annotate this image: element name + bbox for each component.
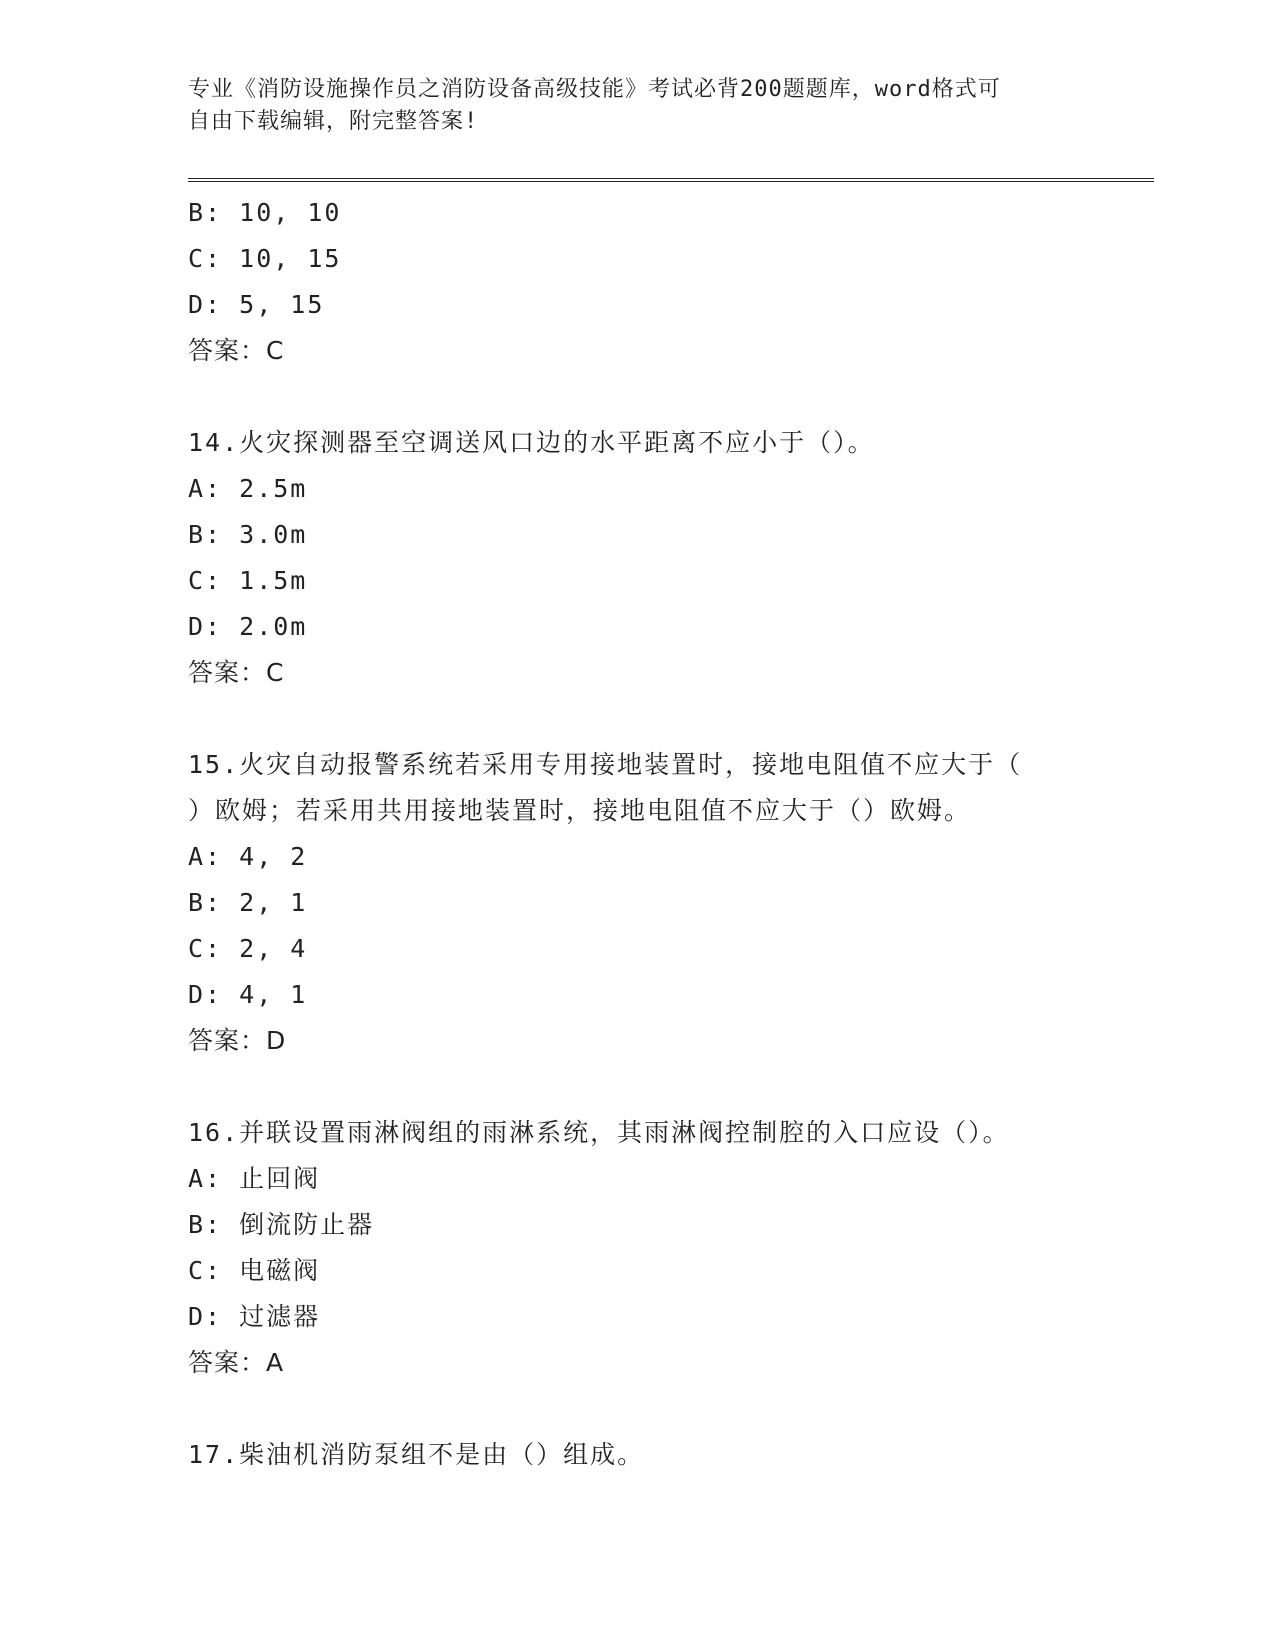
question-16 — [188, 1110, 1148, 1386]
option-a: A: 2.5m — [188, 474, 308, 503]
option-c: C: 2, 4 — [188, 934, 308, 963]
header-line-2: 自由下载编辑，附完整答案! — [188, 109, 479, 134]
answer: 答案：D — [188, 1026, 287, 1055]
question-stem-line-2: ）欧姆；若采用共用接地装置时，接地电阻值不应大于（）欧姆。 — [188, 796, 972, 825]
question-17 — [188, 1432, 1148, 1478]
question-stem: 17.柴油机消防泵组不是由（）组成。 — [188, 1440, 645, 1469]
question-stem: 14.火灾探测器至空调送风口边的水平距离不应小于（）。 — [188, 428, 875, 457]
option-d: D: 过滤器 — [188, 1302, 321, 1331]
answer: 答案：C — [188, 658, 285, 687]
option-b: B: 10, 10 — [188, 198, 342, 227]
option-d: D: 4, 1 — [188, 980, 308, 1009]
header-divider — [188, 178, 1154, 182]
option-c: C: 1.5m — [188, 566, 308, 595]
option-b: B: 3.0m — [188, 520, 308, 549]
option-a: A: 止回阀 — [188, 1164, 321, 1193]
document-header — [188, 74, 1088, 138]
question-14 — [188, 420, 1148, 696]
document-body — [188, 190, 1148, 1478]
option-b: B: 2, 1 — [188, 888, 308, 917]
question-13-continued — [188, 190, 1148, 374]
question-stem-line-1: 15.火灾自动报警系统若采用专用接地装置时，接地电阻值不应大于（ — [188, 750, 1023, 779]
option-a: A: 4, 2 — [188, 842, 308, 871]
option-d: D: 5, 15 — [188, 290, 325, 319]
question-15 — [188, 742, 1148, 1064]
option-c: C: 10, 15 — [188, 244, 342, 273]
answer: 答案：C — [188, 336, 285, 365]
question-stem: 16.并联设置雨淋阀组的雨淋系统，其雨淋阀控制腔的入口应设（）。 — [188, 1118, 1010, 1147]
option-d: D: 2.0m — [188, 612, 308, 641]
option-c: C: 电磁阀 — [188, 1256, 321, 1285]
answer: 答案：A — [188, 1348, 285, 1377]
option-b: B: 倒流防止器 — [188, 1210, 375, 1239]
header-line-1: 专业《消防设施操作员之消防设备高级技能》考试必背200题题库，word格式可 — [188, 77, 1001, 102]
